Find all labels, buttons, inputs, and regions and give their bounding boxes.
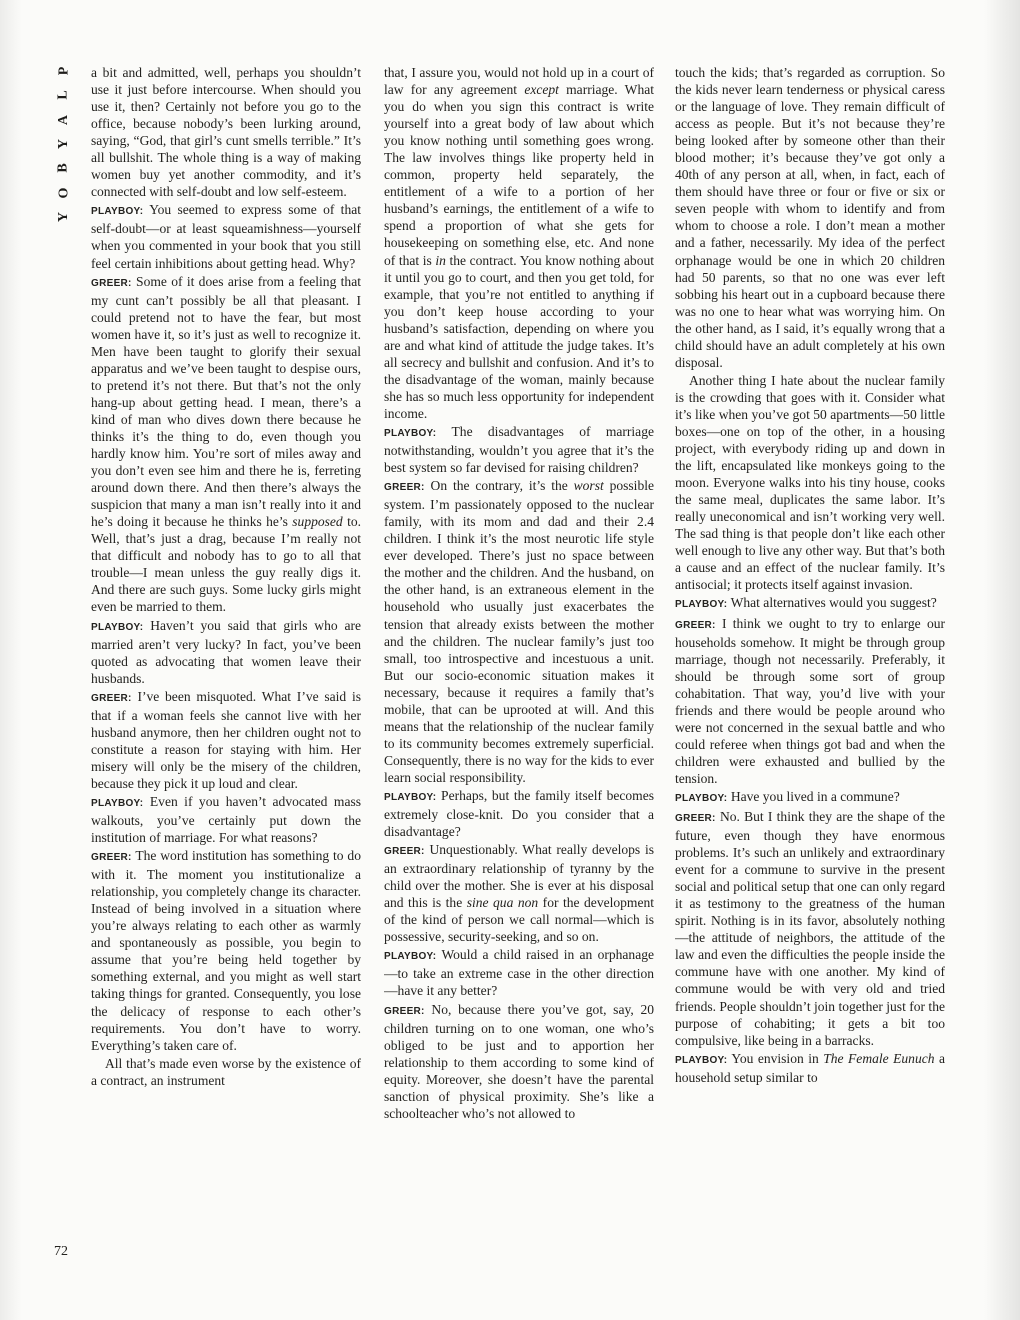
speaker-label: PLAYBOY: [675,1054,728,1066]
interview-exchange [675,808,945,1049]
interview-exchange [91,201,361,271]
paragraph-text: that, I assure you, would not hold up in a court of law for any agreement except marriage. What you do when you sign this contract is write yourself into a great body of law about which you know nothing until something goes wrong. The law involves things like property held in common, property held separately, the entitlement of a wife to a portion of her husband’s earnings, the entitlement of a wife to spend a proportion of what she gets for housekeeping on something else, etc. And none of that is in the contract. You know nothing about it until you go to court, and then you get told, for example, that you’re not entitled to anything if you don’t keep house according to your husband’s satisfaction, depending on where you are and what kind of attitude the judge takes. It’s all secrecy and bullshit and confusion. And it’s to the disadvantage of the woman, mainly because she has so much less opportunity for independent income. [384,65,654,421]
interview-exchange [384,423,654,476]
paragraph [384,64,654,422]
text-column-1 [91,64,361,1264]
paragraph-text: Another thing I hate about the nuclear family is the crowding that goes with it. Consider what it’s like when you’ve got 50 apartments—50 little boxes—one on top of the other, in a housing project, with everybody riding up and down in the lift, encapsulated like monkeys going to the moon. Everyone walks into his tiny house, cooks the same meal, duplicates the same labor. It’s really uneconomical and isn’t working very well. The sad thing is that people don’t like each other well enough to live any other way. But that’s both a cause and an effect of the nuclear family. It’s antisocial; it protects itself against invasion. [675,372,945,593]
paragraph-text: Haven’t you said that girls who are married aren’t very lucky? In fact, you’ve been quoted as advocating that women leave their husbands. [91,617,361,686]
paragraph-text: a bit and admitted, well, perhaps you shouldn’t use it just before intercourse. When should you use it, then? Certainly not before you go to the office, because nobody’s been lurking around, saying, “God, that girl’s cunt smells terrible.” It’s all bullshit. The whole thing is a way of making women buy yet another commodity, and it’s connected with self-doubt and low self-esteem. [91,65,361,200]
speaker-label: GREER: [384,482,425,494]
speaker-label: PLAYBOY: [384,791,437,803]
interview-exchange [91,688,361,792]
speaker-label: GREER: [91,692,132,704]
interview-exchange [91,847,361,1054]
speaker-label: PLAYBOY: [675,599,728,611]
text-column-2 [384,64,654,1264]
paragraph-text: Unquestionably. What really develops is an extraordinary relationship of tyranny by the child over the mother. She is ever at his disposal and this is the sine qua non for the development of the kind of person we call normal—which is possessive, security-seeking, and so on. [384,842,654,945]
speaker-label: GREER: [675,813,716,825]
paragraph-text: The word institution has something to do with it. The moment you institutionalize a relationship, you completely change its character. Instead of being involved in a situation where you’re always relating to each other as warmly and spontaneously as possible, you begin to assume that you’re being held together by something external, and you might as well start taking things for granted. Consequently, you lose the delicacy of response to each other’s requirements. You don’t have to worry. Everything’s taken care of. [91,848,361,1053]
paragraph-text: Some of it does arise from a feeling that my cunt can’t possibly be all that pleasant. I could pretend not to have the fear, but most women have it, so it’s just as well to recognize it. Men have been taught to glorify their sexual apparatus and we’ve been taught to despise ours, to pretend it’s not there. But that’s not the only hang-up about getting head. I mean, there’s a kind of man who dives down there because he thinks it’s the thing to do, even though you hardly know him. You’re sort of miles away and you don’t even see him and there he is, ferreting around down there. And then there’s always the suspicion that many a man isn’t really into it and he’s doing it because he thinks he’s supposed to. Well, that’s just a drag, because I’m really not that difficult and nobody has to go to all that trouble—I mean unless the guy really digs it. And there are such guys. Some lucky girls might even be married to them. [91,273,361,615]
paragraph-text: I’ve been misquoted. What I’ve said is that if a woman feels she cannot live with her husband anymore, then her children ought not to constitute a reason for staying with him. Her misery will only be the misery of the children, because they pick it up loud and clear. [91,688,361,791]
page-edge-left [0,0,22,1320]
paragraph-text: All that’s made even worse by the existence of a contract, an instrument [91,1055,361,1088]
speaker-label: GREER: [91,852,132,864]
interview-exchange [384,946,654,999]
speaker-label: GREER: [675,619,716,631]
interview-exchange [384,787,654,840]
magazine-letter: Y [56,138,71,150]
speaker-label: PLAYBOY: [675,792,728,804]
magazine-letter: P [56,66,71,76]
paragraph [91,1055,361,1089]
speaker-label: GREER: [384,846,425,858]
page-edge-right [984,0,1020,1320]
paragraph [91,64,361,200]
speaker-label: GREER: [91,277,132,289]
magazine-letter: B [56,163,71,173]
paragraph-text: I think we ought to try to enlarge our households somehow. It might be through group marriage, though not necessarily. Preferably, it should be through some sort of group cohabitation. That way, you’d live with your friends and there would be people around who were not concerned in the sexual battle and who could referee when things got bad and when the children were exhausted and bullied by the tension. [675,615,945,786]
interview-exchange [675,1050,945,1086]
paragraph-text: No. But I think they are the shape of the future, even though they have enormous problems. It’s such an unlikely and extraordinary event for a commune to survive in the present social and political setup that one can only regard it as testimony to the greatness of the human spirit. Nothing is in its favor, absolutely nothing—the attitude of neighbors, the attitude of the law and even the difficulties the people inside the commune have with one another. My kind of commune would be with very old and tried friends. People shouldn’t join together just for the purpose of cohabiting; it gets a bit too compulsive, like being in a barracks. [675,809,945,1048]
paragraph-text: Even if you haven’t advocated mass walkouts, you’ve certainly put down the institution of marriage. For what reasons? [91,793,361,846]
interview-exchange [91,617,361,687]
magazine-letter: Y [56,211,71,223]
speaker-label: PLAYBOY: [384,951,437,963]
paragraph-text: Have you lived in a commune? [730,788,900,804]
paragraph-text: Perhaps, but the family itself becomes extremely close-knit. Do you consider that a disadvantage? [384,787,654,840]
speaker-label: GREER: [384,1005,425,1017]
interview-exchange [675,615,945,787]
paragraph-text: The disadvantages of marriage notwithstanding, wouldn’t you agree that it’s the best system so far devised for raising children? [384,423,654,476]
paragraph-text: You envision in The Female Eunuch a household setup similar to [675,1050,945,1085]
interview-exchange [384,477,654,786]
interview-exchange [91,273,361,616]
paragraph-text: You seemed to express some of that self-doubt—or at least squeamishness—yourself when you commented in your book that you still feel certain inhibitions about getting head. Why? [91,202,361,271]
paragraph-text: Would a child raised in an orphanage—to take an extreme case in the other direction—have it any better? [384,947,654,999]
page-number: 72 [54,1244,68,1259]
paragraph-text: On the contrary, it’s the worst possible system. I’m passionately opposed to the nuclear family, with its mom and dad and their 2.4 children. I think it’s the most neurotic life style ever developed. There’s just no space between the mother and the children. And the husband, on the other hand, is an extraneous element in the household who usually just exacerbates the tension that already exists between the mother and the children. The nuclear family’s just too small, too introspective and incestuous a unit. But our socio-economic situation makes it necessary, because it requires a family that’s mobile, that can be uprooted at will. And this means that the relationship of the nuclear family to its community becomes extremely superficial. Consequently, there is no way for the kids to ever learn social responsibility. [384,478,654,785]
magazine-name-vertical [52,64,76,224]
interview-exchange [384,841,654,945]
interview-exchange [384,1001,654,1122]
speaker-label: PLAYBOY: [91,797,144,809]
paragraph [675,64,945,371]
paragraph [675,372,945,594]
interview-exchange [675,594,945,613]
magazine-letter: L [56,90,71,100]
magazine-letter: O [55,187,71,199]
speaker-label: PLAYBOY: [91,206,144,218]
text-column-3 [675,64,945,1264]
speaker-label: PLAYBOY: [91,621,144,633]
interview-exchange [91,793,361,846]
interview-exchange [675,788,945,807]
paragraph-text: No, because there you’ve got, say, 20 children turning on to one woman, one who’s obliged to be just and to apportion her relationship to them according to some kind of equity. Moreover, she doesn’t have the parental sanction of physical proximity. She’s like a schoolteacher who’s not allowed to [384,1001,654,1121]
magazine-letter: A [56,114,71,125]
speaker-label: PLAYBOY: [384,427,437,439]
paragraph-text: What alternatives would you suggest? [730,595,937,611]
paragraph-text: touch the kids; that’s regarded as corruption. So the kids never learn tenderness or physical caress or the language of love. They remain difficult of access as people. But it’s not because they’re being looked after by someone other than their blood mother; it’s because they’ve got only a 40th of any person at all, when, in fact, each of them should have three or four or five or six or seven people with whom to identify and from whom to choose a role. I don’t mean a mother and a father, necessarily. My idea of the perfect orphanage would be one in which 20 children had 50 parents, so that no one was ever left sobbing his heart out in a cupboard because there was no one to hear what was worrying him. On the other hand, as I said, it’s equally wrong that a child should have an adult completely at his own disposal. [675,65,945,370]
